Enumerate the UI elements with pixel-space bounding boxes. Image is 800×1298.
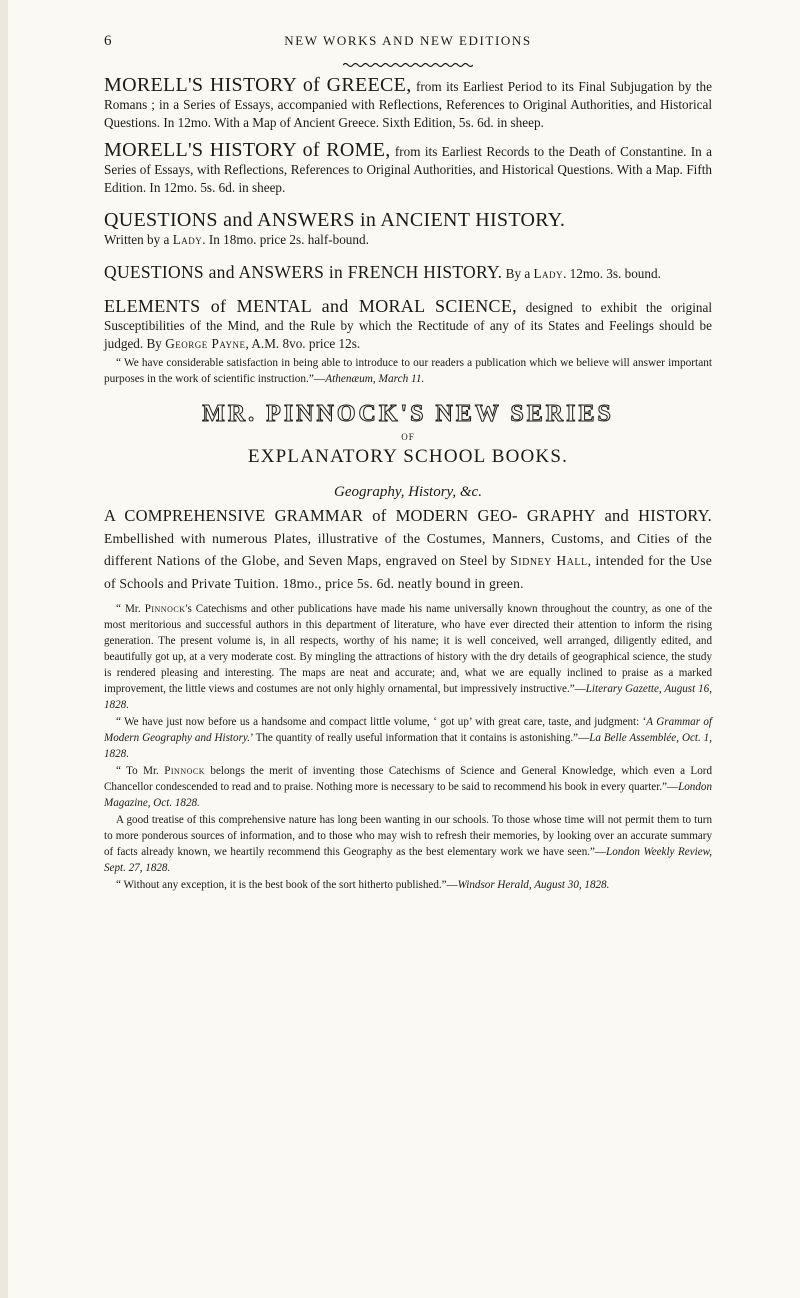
- review-source: La Belle Assemblée, Oct. 1, 1828.: [104, 732, 713, 760]
- entry-text: By a: [502, 266, 534, 281]
- entry-questions-french: [104, 263, 712, 283]
- entry-text: , A.M. 8vo. price 12s.: [245, 336, 361, 351]
- review-text: 's Catechisms and other publications have made his name universally known throughout the country, as one of the most meritorious and successful authors in this department of literature, who have ever directed their attention to inform the rising generation. The present volume is, in all respects, worthy of his name; it is well conceived, well arranged, diligently edited, and beautifully got up, at a very moderate cost. By mingling the attractions of history with the dry details of geographical science, the study is rendered pleasing and interesting. The maps are neat and accurate; and, what we are equally inclined to praise as a marked improvement, the little views and costumes are not only highly ornamental, but impressively instructive.”—: [104, 603, 712, 695]
- review-name: Pinnock: [144, 603, 186, 615]
- entry-title: A COMPREHENSIVE GRAMMAR of MODERN GEO- GRAPHY and HISTORY.: [104, 506, 712, 525]
- entry-text: . In 18mo. price 2s. half-bound.: [202, 232, 369, 247]
- book-page: [104, 30, 712, 1266]
- entry-title: QUESTIONS and ANSWERS in ANCIENT HISTORY.: [104, 209, 566, 231]
- review-source: London Weekly Review, Sept. 27, 1828.: [104, 846, 712, 874]
- review-text: “ Mr.: [116, 603, 145, 615]
- review-book-title: A Grammar of Modern Geography and History.: [104, 716, 713, 744]
- review-text: belongs the merit of inventing those Catechisms of Science and General Knowledge, which even a Lord Chancellor condescended to read and to praise. Nothing more is necessary to be said to recommend his book in every quarter.”—: [104, 765, 712, 793]
- quote-text: “ We have considerable satisfaction in being able to introduce to our readers a publication which we believe will answer important purposes in the work of scientific instruction.”—: [104, 357, 712, 385]
- review-name: Pinnock: [164, 765, 205, 777]
- entry-comprehensive-grammar: [104, 505, 712, 595]
- entry-author: George Payne: [165, 336, 246, 351]
- running-title: NEW WORKS AND NEW EDITIONS: [284, 33, 532, 48]
- entry-morell-rome: [104, 141, 712, 197]
- series-of: OF: [401, 432, 415, 442]
- page-number: 6: [104, 33, 114, 49]
- entry-author: Lady: [533, 266, 564, 281]
- entry-questions-ancient: [104, 211, 712, 249]
- entry-elements-science: [104, 297, 712, 353]
- review-text: “ To Mr.: [116, 765, 165, 777]
- entry-title: QUESTIONS and ANSWERS in FRENCH HISTORY.: [104, 262, 503, 282]
- entry-text: designed to exhibit the original Susceptibilities of the Mind, and the Rule by which the Rectitude of any of its States and Feelings should be judged. By: [104, 300, 713, 351]
- review-source: Literary Gazette, August 16, 1828.: [104, 683, 712, 711]
- review-windsor-herald: [104, 877, 712, 893]
- entry-text: Written by a: [104, 232, 173, 247]
- entry-author: Lady: [172, 232, 203, 247]
- review-text: ’ The quantity of really useful information that it contains is astonishing.”—: [249, 732, 590, 744]
- entry-morell-greece: [104, 76, 712, 132]
- entry-text: . 12mo. 3s. bound.: [563, 266, 661, 281]
- running-header: [104, 30, 712, 56]
- review-london-weekly: [104, 812, 712, 876]
- series-heading: MR. PINNOCK'S NEW SERIES: [202, 401, 614, 427]
- review-london-magazine: [104, 763, 712, 811]
- entry-text: , intended for the Use of Schools and Private Tuition. 18mo., price 5s. 6d. neatly bound in green.: [104, 553, 712, 591]
- review-quote: [104, 355, 712, 387]
- review-text: “ Without any exception, it is the best book of the sort hitherto published.”—: [116, 879, 458, 891]
- review-text: A good treatise of this comprehensive nature has long been wanting in our schools. To those whose time will not permit them to turn to more ponderous sources of information, and to those who may wish to refresh their memories, by looking over an accurate summary of facts already known, we heartily recommend this Geography as the best elementary work we have seen.”—: [104, 814, 712, 858]
- entry-text: from its Earliest Period to its Final Subjugation by the Romans ; in a Series of Essays, accompanied with Reflections, References to Original Authorities, and Historical Questions. In 12mo. With a Map of Ancient Greece. Sixth Edition, 5s. 6d. in sheep.: [104, 79, 712, 130]
- quote-source: Athenæum, March 11.: [325, 373, 425, 385]
- series-subheading: Geography, History, &c.: [334, 484, 482, 500]
- wavy-rule-ornament: [343, 62, 473, 68]
- review-literary-gazette: [104, 601, 712, 713]
- entry-author: Sidney Hall: [510, 553, 588, 568]
- entry-title: MORELL'S HISTORY of ROME,: [104, 139, 391, 161]
- entry-text: from its Earliest Records to the Death of Constantine. In a Series of Essays, with Reflections, References to Original Authorities, and Historical Questions. With a Map. Fifth Edition. In 12mo. 5s. 6d. in sheep.: [104, 144, 712, 195]
- entry-title: MORELL'S HISTORY of GREECE,: [104, 74, 412, 96]
- page-edge-shadow: [0, 0, 8, 1298]
- review-text: “ We have just now before us a handsome and compact little volume, ‘ got up’ with great care, taste, and judgment: ‘: [116, 716, 647, 728]
- entry-text: Embellished with numerous Plates, illustrative of the Costumes, Manners, Customs, and Cities of the different Nations of the Globe, and Seven Maps, engraved on Steel by: [104, 531, 712, 568]
- review-la-belle-assemblee: [104, 714, 712, 762]
- series-title: EXPLANATORY SCHOOL BOOKS.: [247, 446, 569, 467]
- review-source: Windsor Herald, August 30, 1828.: [457, 879, 610, 891]
- entry-title: ELEMENTS of MENTAL and MORAL SCIENCE,: [104, 296, 517, 316]
- review-source: London Magazine, Oct. 1828.: [104, 781, 712, 809]
